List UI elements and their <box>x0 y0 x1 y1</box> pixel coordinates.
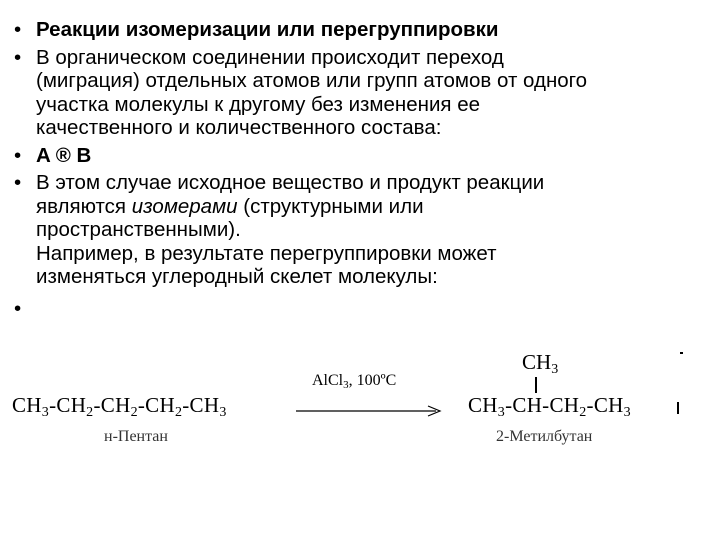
stray-mark <box>680 352 683 354</box>
definition-line-4: качественного и количественного состава: <box>36 116 442 139</box>
isomers-line-1: В этом случае исходное вещество и продукт реакции <box>36 171 545 194</box>
definition-line-3: участка молекулы к другому без изменения ее <box>36 92 481 116</box>
bullet-dot: • <box>14 296 22 320</box>
isomers-line-3: пространственными). <box>36 218 241 241</box>
reactant-formula: $CH_3-CH_2-CH_2-CH_2-CH_3$ <box>12 393 227 420</box>
isomers-line-2-post: (структурными или <box>237 194 424 218</box>
isomers-line-2-pre: являются <box>36 194 132 218</box>
isomers-line-4: Например, в результате перегруппировки может <box>36 241 497 265</box>
general-scheme: A ® B <box>36 143 92 167</box>
bullet-dot: • <box>14 18 22 41</box>
product-branch-bond <box>535 377 537 393</box>
bullet-empty <box>14 297 704 323</box>
bullet-dot: • <box>14 45 22 69</box>
bullet-dot: • <box>14 143 22 167</box>
definition-line-2: (миграция) отдельных атомов или групп атомов от одного <box>36 69 588 92</box>
bullet-dot: • <box>14 171 22 194</box>
bullet-title <box>14 18 704 42</box>
bullet-definition <box>14 46 704 140</box>
bullet-list <box>14 18 704 327</box>
bullet-scheme <box>14 144 704 168</box>
isomers-line-5: изменяться углеродный скелет молекулы: <box>36 265 438 288</box>
product-branch-methyl: $CH_3$ <box>522 350 559 377</box>
isomers-line-2 <box>36 195 704 219</box>
definition-line-1: В органическом соединении происходит переход <box>36 45 504 69</box>
reaction-scheme <box>0 340 720 460</box>
bullet-isomers <box>14 171 704 289</box>
slide-title: Реакции изомеризации или перегруппировки <box>36 18 499 41</box>
stray-mark <box>677 402 679 414</box>
isomers-term: изомерами <box>131 194 238 218</box>
reaction-arrow-icon <box>296 405 442 417</box>
product-formula: $CH_3-CH-CH_2-CH_3$ <box>468 393 631 420</box>
product-name: 2-Метилбутан <box>496 428 593 445</box>
reactant-name: н-Пентан <box>104 428 168 445</box>
reaction-conditions: AlCl$_3$, 100ºC <box>312 372 397 391</box>
